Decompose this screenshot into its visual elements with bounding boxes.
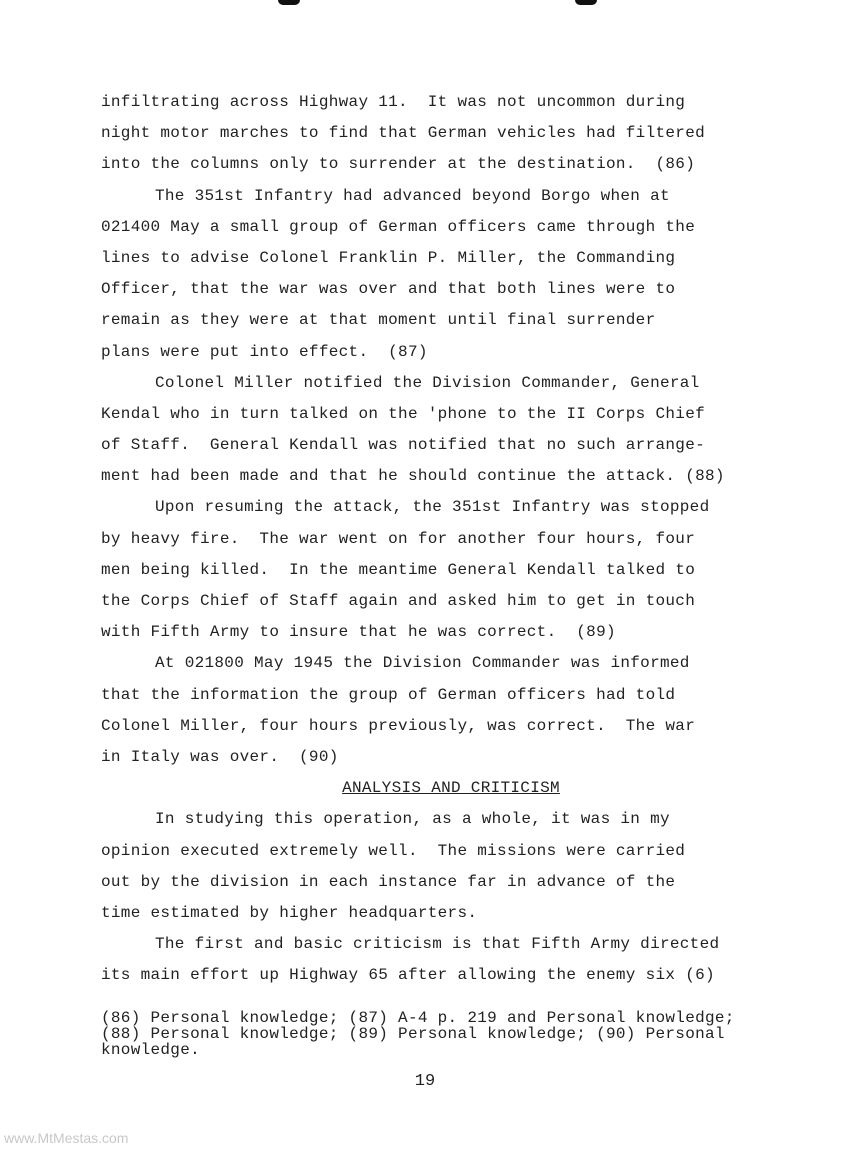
body-line: its main effort up Highway 65 after allowing the enemy six (6) xyxy=(101,966,715,985)
body-line: Colonel Miller, four hours previously, was correct. The war xyxy=(101,716,696,735)
body-line: men being killed. In the meantime General Kendall talked to xyxy=(101,560,696,579)
body-line: plans were put into effect. (87) xyxy=(101,342,428,361)
footnote-line: (86) Personal knowledge; (87) A-4 p. 219 and Personal knowledge; xyxy=(101,1009,735,1027)
footnotes xyxy=(101,1010,821,1058)
body-line: 021400 May a small group of German officers came through the xyxy=(101,217,696,236)
binding-mark-right xyxy=(575,0,597,5)
body-line: In studying this operation, as a whole, it was in my xyxy=(155,810,670,829)
footnote-line: knowledge. xyxy=(101,1041,201,1059)
body-line: into the columns only to surrender at the destination. (86) xyxy=(101,155,696,174)
body-line: out by the division in each instance far in advance of the xyxy=(101,872,676,891)
body-line: with Fifth Army to insure that he was correct. (89) xyxy=(101,623,616,642)
body-line: Upon resuming the attack, the 351st Infantry was stopped xyxy=(155,498,710,517)
footnote-line: (88) Personal knowledge; (89) Personal knowledge; (90) Personal xyxy=(101,1025,725,1043)
body-line: that the information the group of German officers had told xyxy=(101,685,676,704)
body-text xyxy=(101,87,801,991)
page-number: 19 xyxy=(414,1072,436,1091)
watermark: www.MtMestas.com xyxy=(4,1130,129,1146)
body-line: ment had been made and that he should continue the attack. (88) xyxy=(101,467,725,486)
body-line: remain as they were at that moment until final surrender xyxy=(101,311,656,330)
body-line: opinion executed extremely well. The missions were carried xyxy=(101,841,686,860)
body-line: time estimated by higher headquarters. xyxy=(101,903,478,922)
body-line: Colonel Miller notified the Division Commander, General xyxy=(155,373,700,392)
section-heading: ANALYSIS AND CRITICISM xyxy=(342,779,560,798)
body-line: night motor marches to find that German vehicles had filtered xyxy=(101,124,705,143)
body-line: the Corps Chief of Staff again and asked him to get in touch xyxy=(101,592,696,610)
body-line: by heavy fire. The war went on for another four hours, four xyxy=(101,529,696,548)
body-line: of Staff. General Kendall was notified that no such arrange- xyxy=(101,436,705,455)
binding-mark-left xyxy=(278,0,300,5)
body-line: Officer, that the war was over and that both lines were to xyxy=(101,280,676,299)
body-line: infiltrating across Highway 11. It was not uncommon during xyxy=(101,93,686,111)
body-line: The first and basic criticism is that Fifth Army directed xyxy=(155,935,720,954)
body-line: The 351st Infantry had advanced beyond Borgo when at xyxy=(155,186,670,205)
body-line: Kendal who in turn talked on the 'phone to the II Corps Chief xyxy=(101,404,705,423)
body-line: in Italy was over. (90) xyxy=(101,747,339,766)
body-line: lines to advise Colonel Franklin P. Miller, the Commanding xyxy=(101,248,676,267)
body-line: At 021800 May 1945 the Division Commander was informed xyxy=(155,654,690,673)
